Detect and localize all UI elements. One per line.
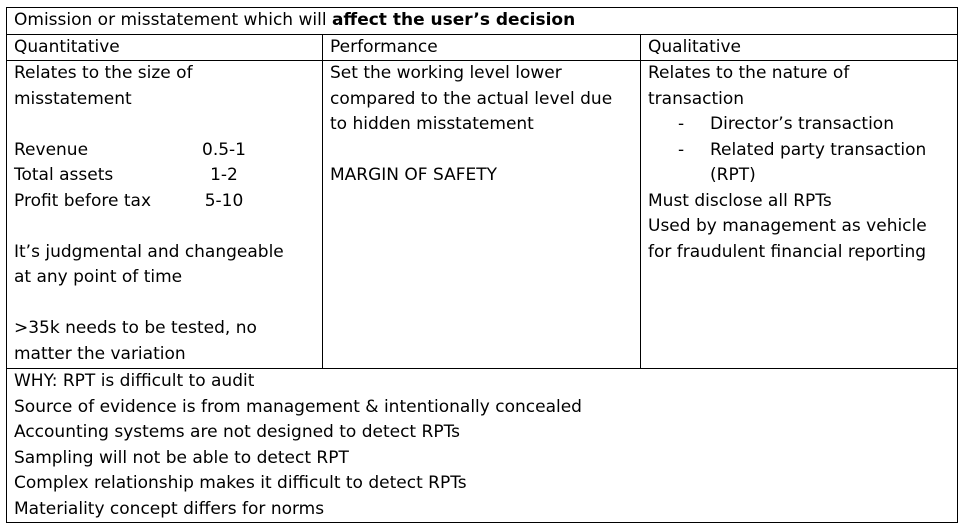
spacer [14, 214, 322, 240]
footer-line-materiality: Materiality concept differs for norms [14, 498, 325, 519]
test-line-2: matter the variation [14, 343, 186, 364]
performance-line-3: to hidden misstatement [330, 114, 534, 134]
bullet-text: Related party transaction [710, 139, 927, 160]
table-header-row [7, 8, 958, 35]
bullet-text: Director’s transaction [710, 114, 894, 134]
test-line-1: >35k needs to be tested, no [14, 318, 257, 338]
quantitative-intro-line-2: misstatement [14, 88, 132, 109]
quantitative-intro-line-1: Relates to the size of [14, 63, 193, 83]
footer-line-sampling: Sampling will not be able to detect RPT [14, 447, 349, 468]
spacer [14, 112, 322, 138]
threshold-row-profit-before-tax [14, 189, 322, 215]
dash-bullet: - [678, 114, 685, 134]
spacer [14, 291, 322, 317]
content-row [7, 61, 958, 369]
performance-line-1: Set the working level lower [330, 63, 562, 83]
disclose-line: Must disclose all RPTs [648, 190, 832, 211]
bullet-item-director [648, 112, 957, 138]
performance-line-2: compared to the actual level due [330, 88, 613, 109]
footer-cell [7, 369, 958, 523]
materiality-table-frame [6, 7, 957, 519]
performance-cell [323, 61, 641, 369]
footer-row [7, 369, 958, 523]
threshold-label: Profit before tax [14, 190, 152, 211]
qualitative-intro-line-1: Relates to the nature of [648, 63, 850, 83]
margin-of-safety: MARGIN OF SAFETY [330, 165, 498, 185]
qualitative-intro-line-2: transaction [648, 88, 745, 109]
threshold-row-revenue [14, 138, 322, 164]
footer-line-evidence: Source of evidence is from management & intentionally concealed [14, 396, 582, 417]
header-cell [7, 8, 958, 35]
judgment-line-2: at any point of time [14, 267, 183, 287]
column-header-row [7, 34, 958, 61]
judgment-line-1: It’s judgmental and changeable [14, 241, 284, 262]
threshold-range: 0.5-1 [202, 139, 246, 160]
threshold-range: 1-2 [210, 165, 238, 185]
footer-line-accounting: Accounting systems are not designed to detect RPTs [14, 422, 460, 442]
column-header-quantitative: Quantitative [7, 34, 323, 61]
footer-line-complex: Complex relationship makes it difficult to detect RPTs [14, 473, 467, 493]
threshold-range: 5-10 [204, 190, 244, 211]
header-lead: Omission or misstatement which will [14, 10, 332, 30]
bullet-item-related-party [648, 138, 957, 164]
threshold-label: Total assets [14, 165, 114, 185]
column-header-qualitative: Qualitative [641, 34, 958, 61]
header-emphasis: affect the user’s decision [331, 10, 576, 30]
threshold-label: Revenue [14, 139, 89, 160]
quantitative-cell [7, 61, 323, 369]
column-header-performance: Performance [323, 34, 641, 61]
bullet-continuation: (RPT) [710, 165, 756, 185]
dash-bullet: - [678, 139, 685, 160]
qualitative-cell [641, 61, 958, 369]
footer-line-why: WHY: RPT is difficult to audit [14, 371, 255, 391]
threshold-row-total-assets [14, 163, 322, 189]
vehicle-line-2: for fraudulent financial reporting [648, 241, 927, 262]
spacer [330, 138, 640, 164]
vehicle-line-1: Used by management as vehicle [648, 216, 927, 236]
materiality-table [6, 7, 958, 523]
